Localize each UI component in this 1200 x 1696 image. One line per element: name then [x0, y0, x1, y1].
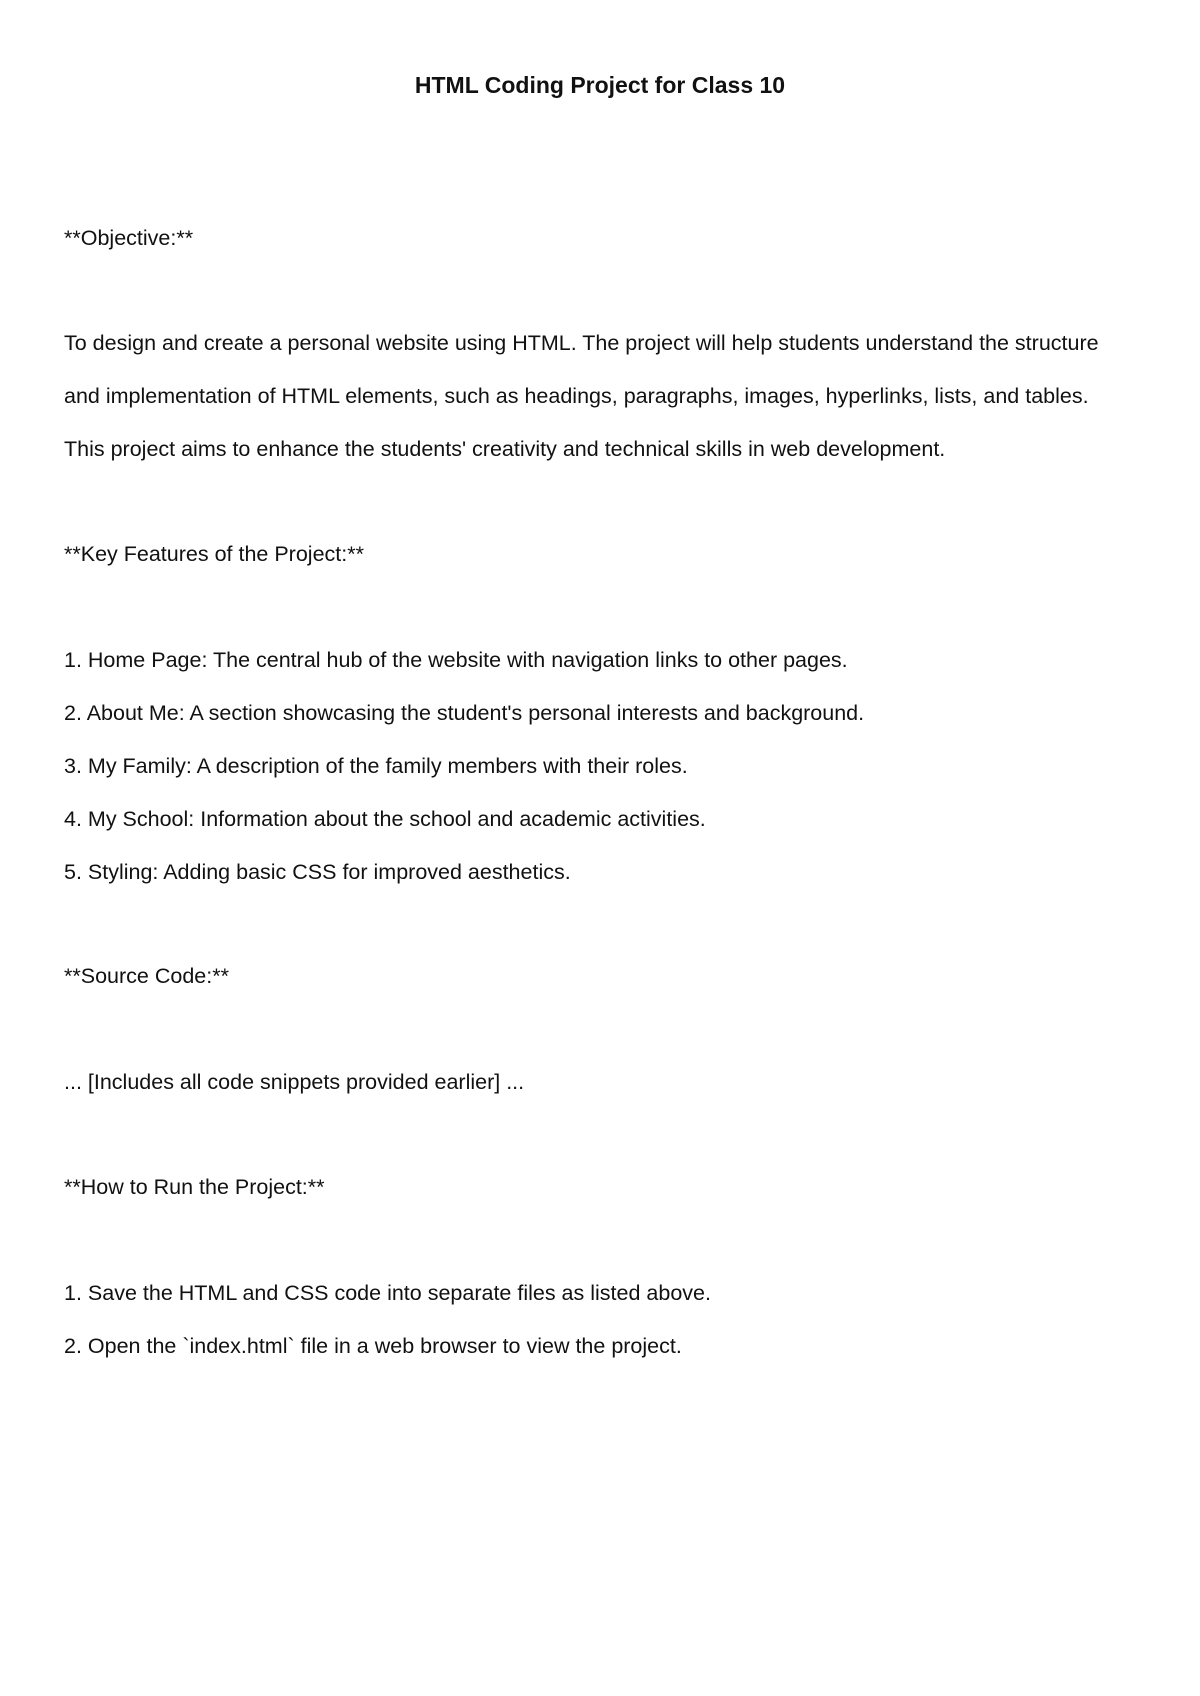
source-heading: **Source Code:** [64, 964, 229, 988]
objective-line-2: and implementation of HTML elements, such as headings, paragraphs, images, hyperlinks, lists, and tables. [64, 384, 1089, 408]
source-note: ... [Includes all code snippets provided earlier] ... [64, 1070, 525, 1094]
run-step-2: 2. Open the `index.html` file in a web browser to view the project. [64, 1334, 682, 1358]
objective-line-3: This project aims to enhance the students' creativity and technical skills in web development. [64, 437, 946, 461]
feature-item-4: 4. My School: Information about the school and academic activities. [64, 807, 706, 831]
features-heading: **Key Features of the Project:** [64, 542, 364, 566]
objective-heading: **Objective:** [64, 226, 194, 250]
feature-item-1: 1. Home Page: The central hub of the website with navigation links to other pages. [64, 648, 848, 672]
document-title: HTML Coding Project for Class 10 [414, 72, 786, 98]
feature-item-3: 3. My Family: A description of the family members with their roles. [64, 754, 688, 778]
feature-item-5: 5. Styling: Adding basic CSS for improved aesthetics. [64, 860, 571, 884]
run-step-1: 1. Save the HTML and CSS code into separate files as listed above. [64, 1281, 711, 1305]
objective-line-1: To design and create a personal website using HTML. The project will help students understand the structure [64, 331, 1099, 355]
feature-item-2: 2. About Me: A section showcasing the student's personal interests and background. [64, 701, 865, 725]
run-heading: **How to Run the Project:** [64, 1175, 325, 1199]
